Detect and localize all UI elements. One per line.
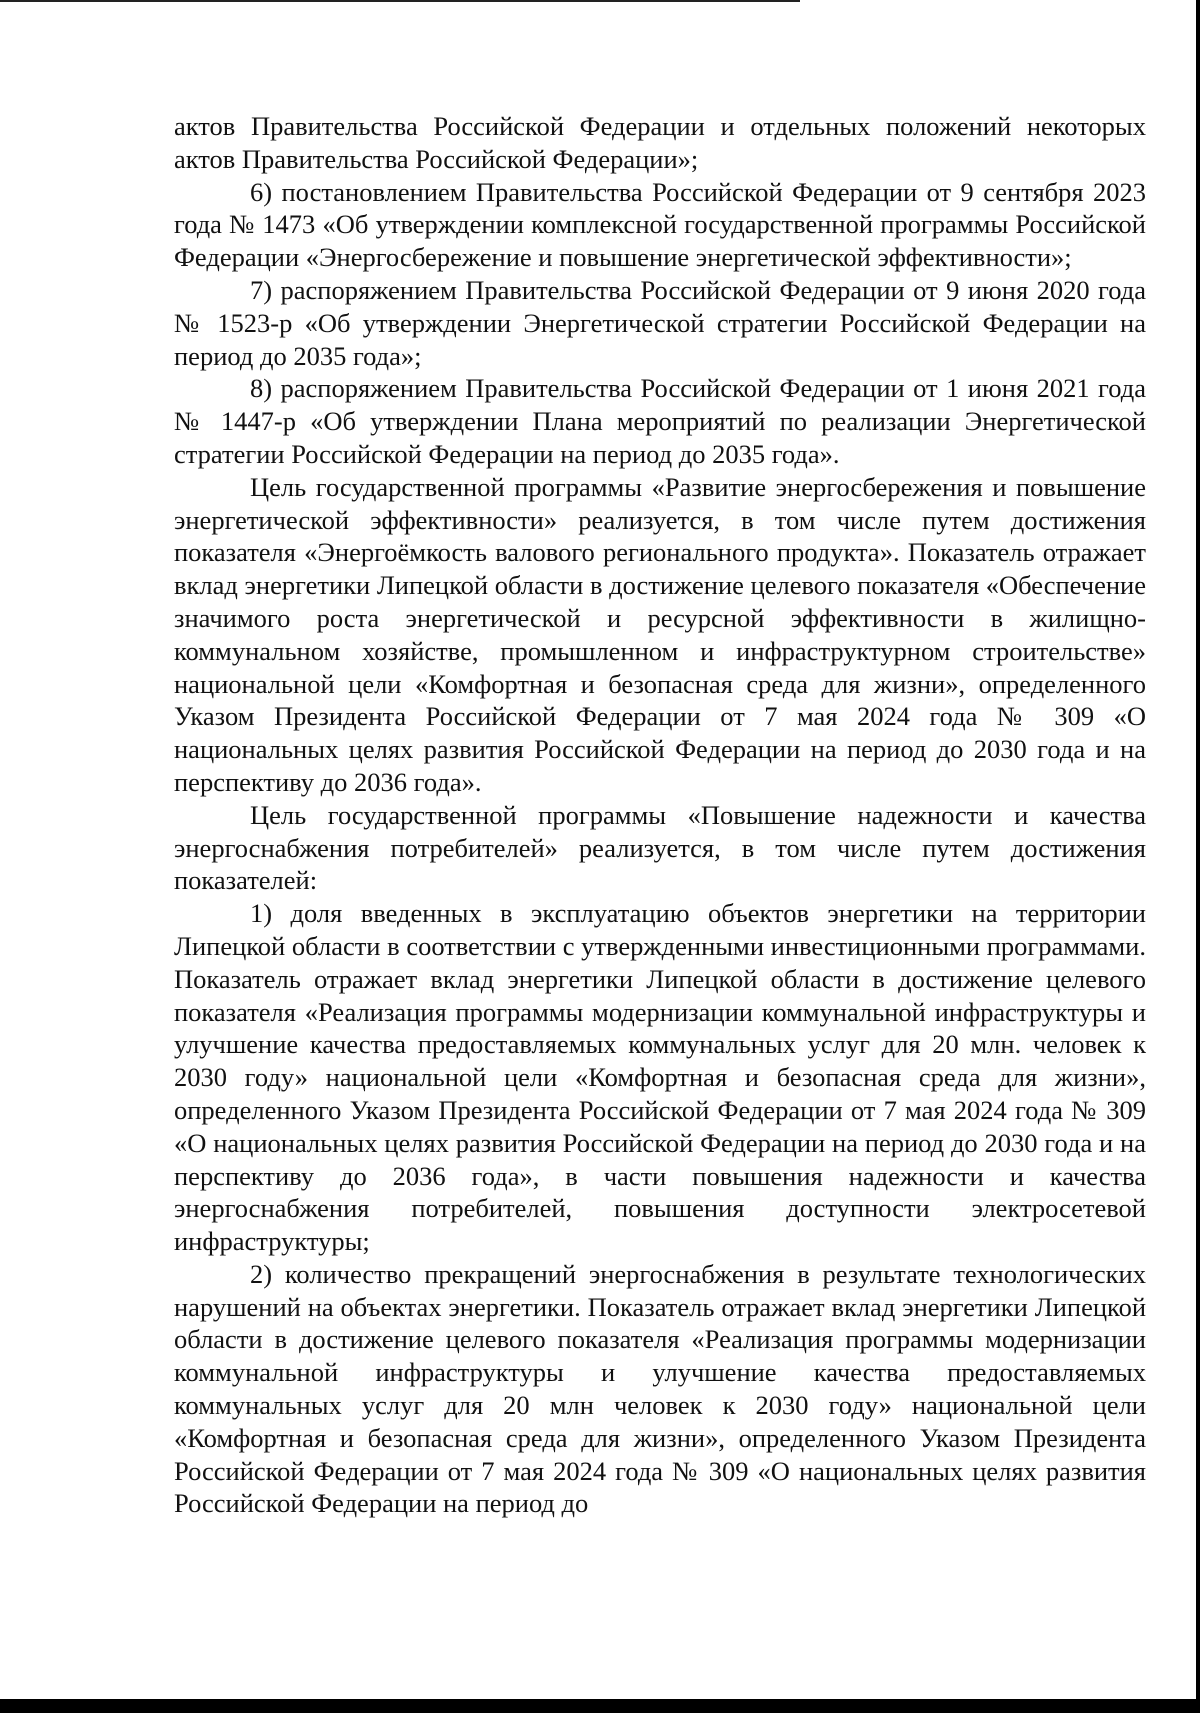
list-item-8: 8) распоряжением Правительства Российской Федерации от 1 июня 2021 года № 1447-р «Об утверждении Плана мероприятий по реализации Энергетической стратегии Российской Федерации на период до 2035 года».	[174, 373, 1146, 469]
list-item-6: 6) постановлением Правительства Российской Федерации от 9 сентября 2023 года № 1473 «Об утверждении комплексной государственной программы Российской Федерации «Энергосбережение и повышение энергетической эффективности»;	[174, 176, 1146, 273]
indicator-item-2: 2) количество прекращений энергоснабжения в результате технологических нарушений на объектах энергетики. Показатель отражает вклад энергетики Липецкой области в достижение целевого показателя «Реализация программы модернизации коммунальной инфраструктуры и улучшение качества предоставляемых коммунальных услуг для 20 млн человек к 2030 году» национальной цели «Комфортная и безопасная среда для жизни», определенного Указом Президента Российской Федерации от 7 мая 2024 года № 309 «О национальных целях развития Российской Федерации на период до	[174, 1258, 1146, 1519]
list-item-7: 7) распоряжением Правительства Российской Федерации от 9 июня 2020 года № 1523-р «Об утверждении Энергетической стратегии Российской Федерации на период до 2035 года»;	[174, 274, 1146, 371]
paragraph-continuation: актов Правительства Российской Федерации и отдельных положений некоторых актов Правительства Российской Федерации»;	[174, 111, 1146, 174]
indicator-item-1: 1) доля введенных в эксплуатацию объектов энергетики на территории Липецкой области в соответствии с утвержденными инвестиционными программами. Показатель отражает вклад энергетики Липецкой области в достижение целевого показателя «Реализация программы модернизации коммунальной инфраструктуры и улучшение качества предоставляемых коммунальных услуг для 20 млн. человек к 2030 году» национальной цели «Комфортная и безопасная среда для жизни», определенного Указом Президента Российской Федерации от 7 мая 2024 года № 309 «О национальных целях развития Российской Федерации на период до 2030 года и на перспективу до 2036 года», в части повышения надежности и качества энергоснабжения потребителей, повышения доступности электросетевой инфраструктуры;	[174, 898, 1146, 1257]
scan-edge-line	[0, 0, 800, 2]
paragraph-goal-energy-saving: Цель государственной программы «Развитие энергосбережения и повышение энергетической эффективности» реализуется, в том числе путем достижения показателя «Энергоёмкость валового регионального продукта». Показатель отражает вклад энергетики Липецкой области в достижение целевого показателя «Обеспечение значимого роста энергетической и ресурсной эффективности в жилищно-коммунальном хозяйстве, промышленном и инфраструктурном строительстве» национальной цели «Комфортная и безопасная среда для жизни», определенного Указом Президента Российской Федерации от 7 мая 2024 года № 309 «О национальных целях развития Российской Федерации на период до 2030 года и на перспективу до 2036 года».	[174, 471, 1146, 797]
scan-edge-right	[1196, 0, 1200, 1713]
paragraph-goal-reliability: Цель государственной программы «Повышение надежности и качества энергоснабжения потребителей» реализуется, в том числе путем достижения показателей:	[174, 799, 1146, 896]
document-body	[174, 110, 1146, 1520]
scan-bottom-bar	[0, 1699, 1200, 1713]
